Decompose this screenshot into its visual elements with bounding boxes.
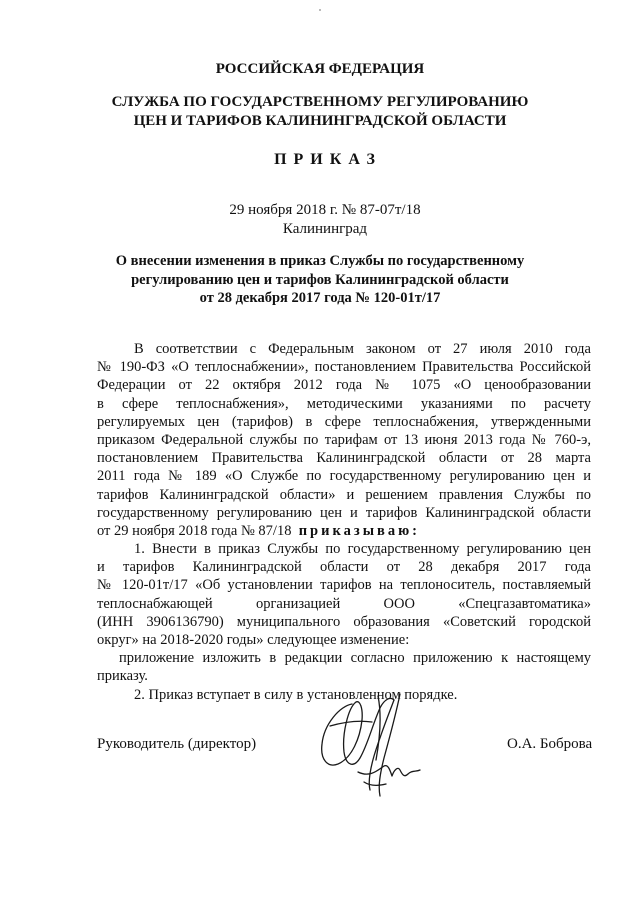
body-line: приложение изложить в редакции согласно приложению к настоящему [119, 650, 591, 667]
body-line: приказу. [97, 668, 148, 685]
handwritten-signature [300, 686, 440, 802]
body-line-order-phrase [97, 522, 591, 540]
body-line: 2. Приказ вступает в силу в установленном порядке. [134, 686, 458, 703]
scan-dot [319, 9, 321, 11]
body-line: Федерации от 22 октября 2012 года № 1075 «О ценообразовании [97, 377, 591, 394]
body-line: округ» на 2018-2020 годы» следующее изменение: [97, 632, 410, 648]
body-line: В соответствии с Федеральным законом от 27 июля 2010 года [134, 341, 591, 357]
body-line: № 120-01т/17 «Об установлении тарифов на теплоноситель, поставляемый [97, 577, 591, 594]
order-date-ref: от 29 ноября 2018 года № 87/18 [97, 522, 292, 539]
date-and-number: 29 ноября 2018 г. № 87-07т/18 [229, 202, 421, 218]
signatory-position: Руководитель (директор) [97, 736, 257, 752]
body-line: государственному регулированию цен и тарифов Калининградской области [97, 504, 591, 521]
city: Калининград [282, 221, 368, 237]
service-heading-line2: ЦЕН И ТАРИФОВ КАЛИНИНГРАДСКОЙ ОБЛАСТИ [133, 113, 507, 129]
body-line: тарифов Калининградской области» и решением правления Службы по [97, 486, 591, 503]
body-line: регулируемых цен (тарифов) в сфере теплоснабжения, утвержденными [97, 413, 591, 430]
subject-line2: регулированию цен и тарифов Калининградской области [131, 271, 509, 288]
body-line: и тарифов Калининградской области от 28 декабря 2017 года [97, 559, 591, 576]
body-line: 1. Внести в приказ Службы по государственному регулированию цен [134, 541, 591, 558]
service-heading-line1: СЛУЖБА ПО ГОСУДАРСТВЕННОМУ РЕГУЛИРОВАНИЮ [111, 94, 529, 110]
body-line: постановлением Правительства Калининградской области от 28 марта [97, 450, 591, 467]
country-heading: РОССИЙСКАЯ ФЕДЕРАЦИЯ [215, 61, 425, 77]
body-line: № 190-ФЗ «О теплоснабжении», постановлением Правительства Российской [97, 359, 591, 376]
body-line: 2011 года № 189 «О Службе по государственному регулированию цен и [97, 468, 591, 485]
body-line: (ИНН 3906136790) муниципального образования «Советский городской [97, 613, 591, 630]
subject-line1: О внесении изменения в приказ Службы по государственному [115, 253, 525, 269]
body-line: в сфере теплоснабжения», методическими указаниями по расчету [97, 395, 591, 412]
signatory-name: О.А. Боброва [507, 736, 593, 752]
subject-line3: от 28 декабря 2017 года № 120-01т/17 [199, 290, 441, 306]
document-type-title: ПРИКАЗ [274, 151, 382, 168]
order-body [97, 340, 591, 704]
body-line: теплоснабжающей организацией ООО «Спецгазавтоматика» [97, 595, 591, 612]
body-line: приказом Федеральной службы по тарифам от 13 июня 2013 года № 760-э, [97, 431, 591, 448]
order-keyword: приказываю: [298, 522, 420, 539]
